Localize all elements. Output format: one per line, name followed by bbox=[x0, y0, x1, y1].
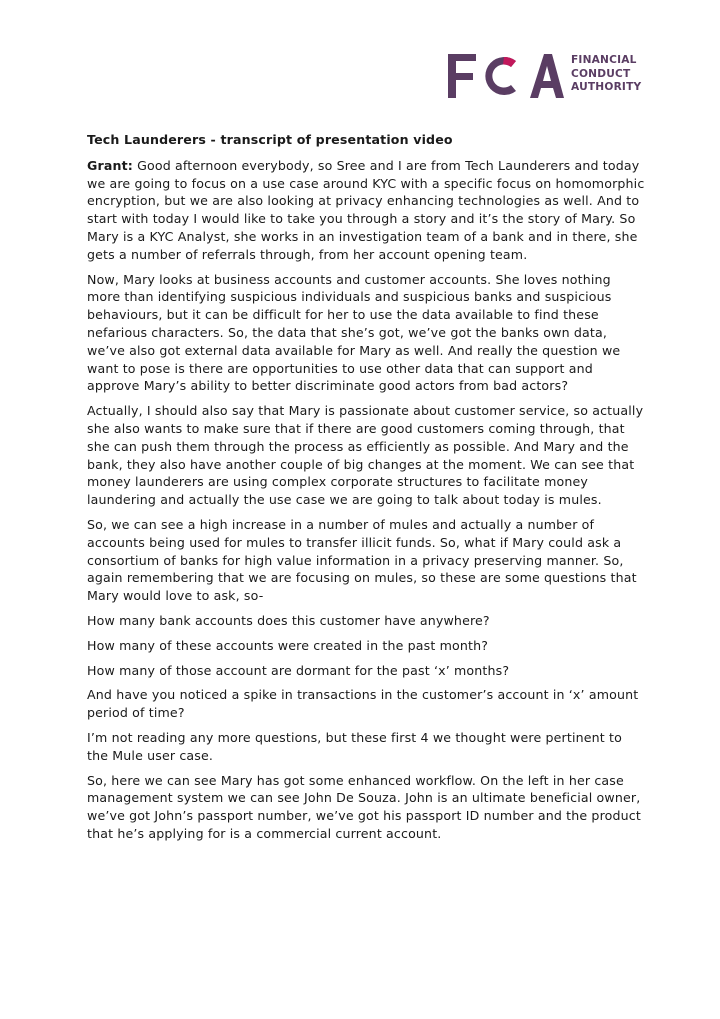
fca-logo-wordmark bbox=[571, 54, 641, 95]
paragraph-6: So, here we can see Mary has got some enhanced workflow. On the left in her case management system we can see John De Souza. John is an ultimate beneficial owner, we’ve got John’s passport number, we’ve got his passport ID number and the product that he’s applying for is a commercial current account. bbox=[87, 772, 641, 841]
paragraph-4: So, we can see a high increase in a number of mules and actually a number of accounts being used for mules to transfer illicit funds. So, what if Mary could ask a consortium of banks for high value information in a privacy preserving manner. So, again remembering that we are focusing on mules, so these are some questions that Mary would love to ask, so- bbox=[87, 516, 637, 604]
paragraph-1 bbox=[87, 157, 647, 264]
logo-line-financial: FINANCIAL bbox=[571, 54, 637, 66]
fca-logo bbox=[446, 52, 642, 100]
paragraph-3: Actually, I should also say that Mary is passionate about customer service, so actually she also wants to make sure that if there are good customers coming through, that she can push them through the process as efficiently as possible. And Mary and the bank, they also have another couple of big changes at the moment. We can see that money launderers are using complex corporate structures to facilitate money laundering and actually the use case we are going to talk about today is mules. bbox=[87, 403, 644, 508]
fca-logo-mark bbox=[446, 52, 564, 100]
question-3: How many of those account are dormant for the past ‘x’ months? bbox=[87, 662, 510, 678]
question-2: How many of these accounts were created in the past month? bbox=[87, 637, 489, 653]
paragraph-1-text: Good afternoon everybody, so Sree and I are from Tech Launderers and today we are going to focus on a use case around KYC with a specific focus on homomorphic encryption, but we are also looking at privacy enhancing technologies as well. And to start with today I would like to take you through a story and it’s the story of Mary. So Mary is a KYC Analyst, she works in an investigation team of a bank and in there, she gets a number of referrals through, from her account opening team. bbox=[87, 157, 645, 262]
speaker-name: Grant: bbox=[87, 157, 133, 173]
logo-line-authority: AUTHORITY bbox=[571, 81, 642, 94]
document-title: Tech Launderers - transcript of presentation video bbox=[87, 132, 453, 147]
paragraph-2: Now, Mary looks at business accounts and customer accounts. She loves nothing more than identifying suspicious individuals and suspicious banks and suspicious behaviours, but it can be difficult for her to use the data available to find these nefarious characters. So, the data that she’s got, we’ve got the banks own data, we’ve also got external data available for Mary as well. And really the question we want to pose is there are opportunities to use other data that can support and approve Mary’s ability to better discriminate good actors from bad actors? bbox=[87, 271, 621, 394]
paragraph-5: I’m not reading any more questions, but these first 4 we thought were pertinent to the Mule user case. bbox=[87, 729, 622, 763]
logo-line-conduct: CONDUCT bbox=[571, 67, 631, 80]
question-1: How many bank accounts does this customer have anywhere? bbox=[87, 612, 490, 628]
question-4: And have you noticed a spike in transactions in the customer’s account in ‘x’ amount period of time? bbox=[87, 687, 639, 721]
transcript-body bbox=[87, 131, 647, 850]
